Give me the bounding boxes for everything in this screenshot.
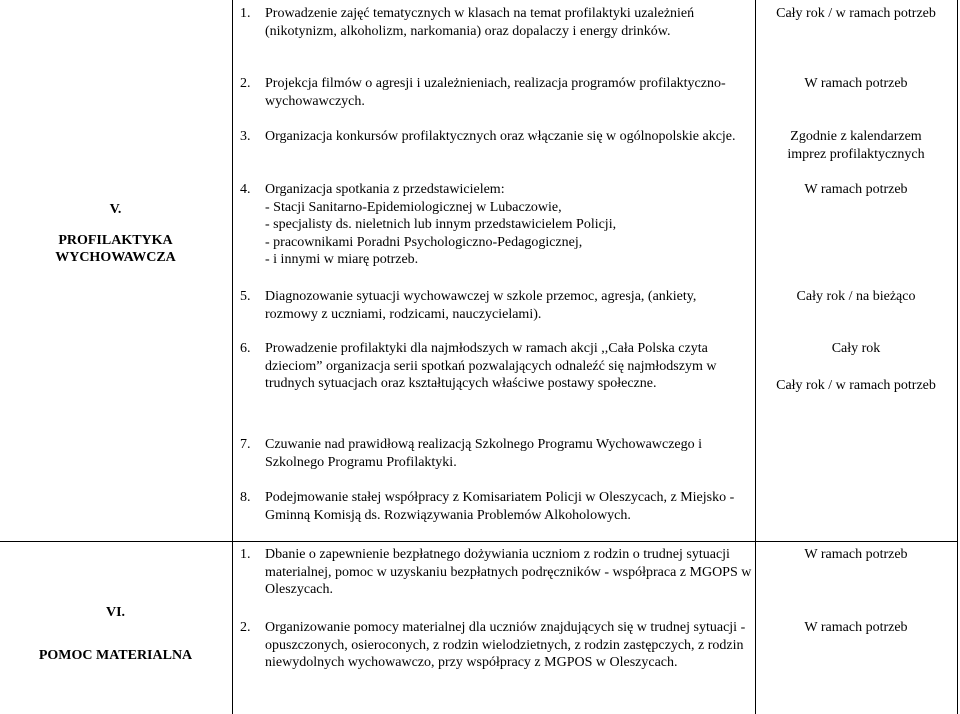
item-text: Organizowanie pomocy materialnej dla uczniów znajdujących się w trudnej sytuacji - opuszczonych, osieroconych, z rodzin wielodzietnych, z rodzin zastępczych, z rodzin niewydolnych wychowawczo, przy współpracy z MGPOS w Oleszycach.	[265, 620, 746, 670]
item-text: Organizacja konkursów profilaktycznych oraz włączanie się w ogólnopolskie akcje.	[265, 129, 736, 144]
timeframe: W ramach potrzeb	[804, 76, 908, 91]
item-number: 3.	[240, 129, 251, 144]
sub-item: - pracownikami Poradni Psychologiczno-Pedagogicznej,	[265, 234, 583, 250]
section-title-line: WYCHOWAWCZA	[55, 250, 176, 265]
item-number: 8.	[240, 490, 251, 505]
section-v-heading	[0, 201, 231, 267]
list-item	[240, 546, 752, 599]
timeframe: W ramach potrzeb	[804, 620, 908, 635]
item-number: 5.	[240, 289, 251, 304]
timeframe: Cały rok / w ramach potrzeb	[776, 6, 936, 21]
sub-item: - i innymi w miarę potrzeb.	[265, 252, 419, 267]
section-vi-heading	[0, 604, 231, 664]
list-item	[240, 181, 752, 269]
timeframe: W ramach potrzeb	[804, 547, 908, 562]
list-item	[240, 128, 752, 146]
item-number: 6.	[240, 341, 251, 356]
timeframe: Zgodnie z kalendarzem imprez profilaktycznych	[787, 129, 925, 162]
item-text: Prowadzenie profilaktyki dla najmłodszych w ramach akcji ,,Cała Polska czyta dzieciom” organizacja serii spotkań pozwalających odnaleźć się najmłodszym w trudnych sytuacjach oraz kształtujących właściwe postawy społeczne.	[265, 341, 717, 391]
row-divider	[0, 541, 958, 542]
item-number: 1.	[240, 6, 251, 21]
list-item	[240, 619, 752, 672]
item-text: Podejmowanie stałej współpracy z Komisariatem Policji w Oleszycach, z Miejsko - Gminną Komisją ds. Rozwiązywania Problemów Alkoholowych.	[265, 490, 735, 523]
sub-item: - Stacji Sanitarno-Epidemiologicznej w Lubaczowie,	[265, 199, 562, 215]
item-text: Dbanie o zapewnienie bezpłatnego dożywiania uczniom z rodzin o trudnej sytuacji materialnej, pomoc w uzyskaniu bezpłatnych podręczników - współpraca z MGOPS w Oleszycach.	[265, 547, 752, 597]
list-item	[240, 5, 752, 40]
section-number: VI.	[105, 605, 126, 620]
item-text: Projekcja filmów o agresji i uzależnieniach, realizacja programów profilaktyczno-wychowawczych.	[265, 76, 726, 109]
item-number: 2.	[240, 620, 251, 635]
list-item	[240, 489, 752, 524]
timeframe: W ramach potrzeb	[804, 182, 908, 197]
item-text: Prowadzenie zajęć tematycznych w klasach na temat profilaktyki uzależnień (nikotynizm, alkoholizm, narkomania) oraz dopalaczy i energy drinków.	[265, 6, 695, 39]
section-title-line: POMOC MATERIALNA	[38, 647, 193, 663]
timeframe: Cały rok / na bieżąco	[796, 289, 916, 304]
list-item	[240, 436, 752, 471]
list-item	[240, 288, 752, 323]
item-number: 7.	[240, 437, 251, 452]
column-divider-left	[232, 0, 233, 714]
timeframe: Cały rok Cały rok / w ramach potrzeb	[776, 341, 936, 393]
list-item	[240, 340, 752, 393]
sub-item: - specjalisty ds. nieletnich lub innym przedstawicielem Policji,	[265, 217, 617, 232]
table-right-border	[957, 0, 958, 714]
section-number: V.	[109, 202, 122, 217]
item-text: Diagnozowanie sytuacji wychowawczej w szkole przemoc, agresja, (ankiety, rozmowy z uczniami, rodzicami, nauczycielami).	[265, 289, 697, 322]
item-number: 1.	[240, 547, 251, 562]
item-number: 4.	[240, 182, 251, 197]
item-number: 2.	[240, 76, 251, 91]
item-text: Czuwanie nad prawidłową realizacją Szkolnego Programu Wychowawczego i Szkolnego Programu Profilaktyki.	[265, 437, 703, 470]
item-text: Organizacja spotkania z przedstawicielem:	[265, 182, 505, 197]
list-item	[240, 75, 752, 110]
section-title-line: PROFILAKTYKA	[58, 232, 173, 248]
